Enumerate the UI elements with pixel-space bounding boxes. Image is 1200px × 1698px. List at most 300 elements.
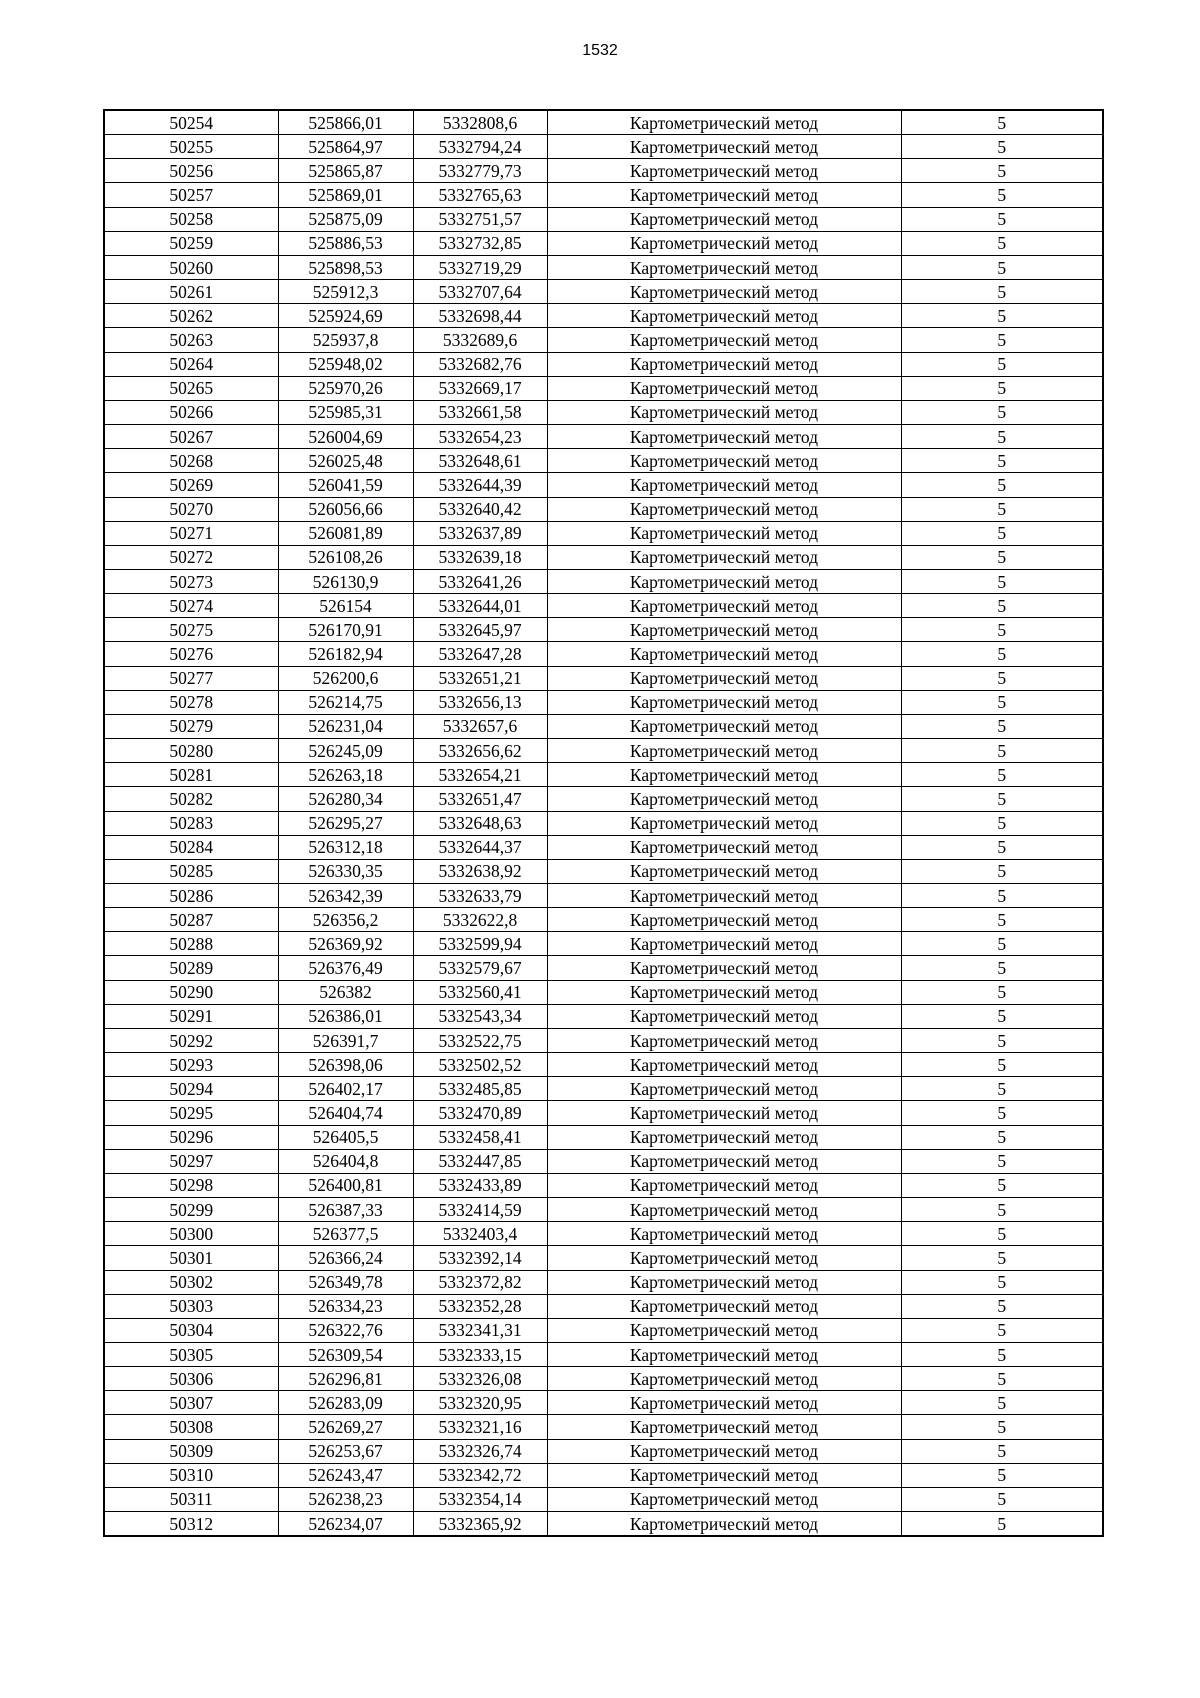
- accuracy-cell: 5: [901, 135, 1103, 159]
- table-row: [104, 932, 1103, 956]
- table-row: [104, 255, 1103, 279]
- point-number-cell: 50312: [104, 1512, 278, 1537]
- x-coordinate-cell: 526295,27: [278, 811, 413, 835]
- method-cell: Картометрический метод: [547, 1004, 901, 1028]
- x-coordinate-cell: 526334,23: [278, 1294, 413, 1318]
- method-cell: Картометрический метод: [547, 425, 901, 449]
- x-coordinate-cell: 526238,23: [278, 1487, 413, 1511]
- table-row: [104, 521, 1103, 545]
- table-row: [104, 1463, 1103, 1487]
- point-number-cell: 50288: [104, 932, 278, 956]
- method-cell: Картометрический метод: [547, 1415, 901, 1439]
- accuracy-cell: 5: [901, 280, 1103, 304]
- accuracy-cell: 5: [901, 1512, 1103, 1537]
- method-cell: Картометрический метод: [547, 159, 901, 183]
- method-cell: Картометрический метод: [547, 1173, 901, 1197]
- point-number-cell: 50309: [104, 1439, 278, 1463]
- method-cell: Картометрический метод: [547, 400, 901, 424]
- method-cell: Картометрический метод: [547, 280, 901, 304]
- point-number-cell: 50300: [104, 1222, 278, 1246]
- table-row: [104, 1246, 1103, 1270]
- x-coordinate-cell: 526041,59: [278, 473, 413, 497]
- x-coordinate-cell: 525875,09: [278, 207, 413, 231]
- point-number-cell: 50293: [104, 1053, 278, 1077]
- y-coordinate-cell: 5332751,57: [413, 207, 547, 231]
- y-coordinate-cell: 5332392,14: [413, 1246, 547, 1270]
- y-coordinate-cell: 5332698,44: [413, 304, 547, 328]
- table-row: [104, 1439, 1103, 1463]
- point-number-cell: 50264: [104, 352, 278, 376]
- table-row: [104, 497, 1103, 521]
- x-coordinate-cell: 526200,6: [278, 666, 413, 690]
- table-row: [104, 811, 1103, 835]
- x-coordinate-cell: 526130,9: [278, 569, 413, 593]
- point-number-cell: 50281: [104, 763, 278, 787]
- x-coordinate-cell: 526404,74: [278, 1101, 413, 1125]
- x-coordinate-cell: 525937,8: [278, 328, 413, 352]
- y-coordinate-cell: 5332522,75: [413, 1028, 547, 1052]
- table-row: [104, 110, 1103, 135]
- y-coordinate-cell: 5332707,64: [413, 280, 547, 304]
- table-row: [104, 1294, 1103, 1318]
- y-coordinate-cell: 5332779,73: [413, 159, 547, 183]
- point-number-cell: 50276: [104, 642, 278, 666]
- y-coordinate-cell: 5332458,41: [413, 1125, 547, 1149]
- point-number-cell: 50275: [104, 618, 278, 642]
- point-number-cell: 50271: [104, 521, 278, 545]
- point-number-cell: 50303: [104, 1294, 278, 1318]
- point-number-cell: 50282: [104, 787, 278, 811]
- point-number-cell: 50295: [104, 1101, 278, 1125]
- method-cell: Картометрический метод: [547, 1512, 901, 1537]
- point-number-cell: 50284: [104, 835, 278, 859]
- method-cell: Картометрический метод: [547, 811, 901, 835]
- point-number-cell: 50274: [104, 594, 278, 618]
- table-row: [104, 183, 1103, 207]
- method-cell: Картометрический метод: [547, 1222, 901, 1246]
- accuracy-cell: 5: [901, 763, 1103, 787]
- method-cell: Картометрический метод: [547, 135, 901, 159]
- y-coordinate-cell: 5332414,59: [413, 1198, 547, 1222]
- x-coordinate-cell: 526283,09: [278, 1391, 413, 1415]
- method-cell: Картометрический метод: [547, 787, 901, 811]
- x-coordinate-cell: 526342,39: [278, 884, 413, 908]
- accuracy-cell: 5: [901, 618, 1103, 642]
- method-cell: Картометрический метод: [547, 980, 901, 1004]
- accuracy-cell: 5: [901, 352, 1103, 376]
- method-cell: Картометрический метод: [547, 569, 901, 593]
- y-coordinate-cell: 5332661,58: [413, 400, 547, 424]
- method-cell: Картометрический метод: [547, 328, 901, 352]
- table-row: [104, 1415, 1103, 1439]
- method-cell: Картометрический метод: [547, 1101, 901, 1125]
- x-coordinate-cell: 526231,04: [278, 714, 413, 738]
- y-coordinate-cell: 5332637,89: [413, 521, 547, 545]
- method-cell: Картометрический метод: [547, 1246, 901, 1270]
- accuracy-cell: 5: [901, 255, 1103, 279]
- x-coordinate-cell: 526108,26: [278, 545, 413, 569]
- y-coordinate-cell: 5332333,15: [413, 1342, 547, 1366]
- accuracy-cell: 5: [901, 1053, 1103, 1077]
- accuracy-cell: 5: [901, 1004, 1103, 1028]
- point-number-cell: 50270: [104, 497, 278, 521]
- accuracy-cell: 5: [901, 932, 1103, 956]
- table-row: [104, 328, 1103, 352]
- accuracy-cell: 5: [901, 1173, 1103, 1197]
- point-number-cell: 50266: [104, 400, 278, 424]
- y-coordinate-cell: 5332719,29: [413, 255, 547, 279]
- point-number-cell: 50311: [104, 1487, 278, 1511]
- y-coordinate-cell: 5332682,76: [413, 352, 547, 376]
- method-cell: Картометрический метод: [547, 666, 901, 690]
- table-row: [104, 618, 1103, 642]
- y-coordinate-cell: 5332485,85: [413, 1077, 547, 1101]
- method-cell: Картометрический метод: [547, 618, 901, 642]
- table-row: [104, 1173, 1103, 1197]
- table-row: [104, 1222, 1103, 1246]
- x-coordinate-cell: 525865,87: [278, 159, 413, 183]
- table-row: [104, 135, 1103, 159]
- y-coordinate-cell: 5332794,24: [413, 135, 547, 159]
- y-coordinate-cell: 5332640,42: [413, 497, 547, 521]
- table-row: [104, 739, 1103, 763]
- accuracy-cell: 5: [901, 1246, 1103, 1270]
- accuracy-cell: 5: [901, 183, 1103, 207]
- method-cell: Картометрический метод: [547, 1270, 901, 1294]
- accuracy-cell: 5: [901, 231, 1103, 255]
- x-coordinate-cell: 526081,89: [278, 521, 413, 545]
- accuracy-cell: 5: [901, 666, 1103, 690]
- x-coordinate-cell: 526253,67: [278, 1439, 413, 1463]
- accuracy-cell: 5: [901, 1294, 1103, 1318]
- accuracy-cell: 5: [901, 1028, 1103, 1052]
- accuracy-cell: 5: [901, 1149, 1103, 1173]
- accuracy-cell: 5: [901, 1198, 1103, 1222]
- table-row: [104, 473, 1103, 497]
- x-coordinate-cell: 526234,07: [278, 1512, 413, 1537]
- point-number-cell: 50254: [104, 110, 278, 135]
- y-coordinate-cell: 5332622,8: [413, 908, 547, 932]
- point-number-cell: 50279: [104, 714, 278, 738]
- point-number-cell: 50304: [104, 1318, 278, 1342]
- y-coordinate-cell: 5332433,89: [413, 1173, 547, 1197]
- accuracy-cell: 5: [901, 642, 1103, 666]
- table-row: [104, 884, 1103, 908]
- x-coordinate-cell: 526056,66: [278, 497, 413, 521]
- y-coordinate-cell: 5332654,21: [413, 763, 547, 787]
- point-number-cell: 50277: [104, 666, 278, 690]
- table-row: [104, 207, 1103, 231]
- method-cell: Картометрический метод: [547, 1077, 901, 1101]
- point-number-cell: 50299: [104, 1198, 278, 1222]
- table-row: [104, 376, 1103, 400]
- table-row: [104, 714, 1103, 738]
- accuracy-cell: 5: [901, 787, 1103, 811]
- y-coordinate-cell: 5332372,82: [413, 1270, 547, 1294]
- y-coordinate-cell: 5332689,6: [413, 328, 547, 352]
- point-number-cell: 50267: [104, 425, 278, 449]
- point-number-cell: 50308: [104, 1415, 278, 1439]
- table-row: [104, 1270, 1103, 1294]
- y-coordinate-cell: 5332342,72: [413, 1463, 547, 1487]
- x-coordinate-cell: 526245,09: [278, 739, 413, 763]
- point-number-cell: 50307: [104, 1391, 278, 1415]
- accuracy-cell: 5: [901, 956, 1103, 980]
- x-coordinate-cell: 526376,49: [278, 956, 413, 980]
- method-cell: Картометрический метод: [547, 207, 901, 231]
- x-coordinate-cell: 526154: [278, 594, 413, 618]
- method-cell: Картометрический метод: [547, 352, 901, 376]
- accuracy-cell: 5: [901, 1342, 1103, 1366]
- x-coordinate-cell: 525985,31: [278, 400, 413, 424]
- accuracy-cell: 5: [901, 1125, 1103, 1149]
- x-coordinate-cell: 525924,69: [278, 304, 413, 328]
- point-number-cell: 50272: [104, 545, 278, 569]
- x-coordinate-cell: 525869,01: [278, 183, 413, 207]
- accuracy-cell: 5: [901, 908, 1103, 932]
- table-row: [104, 1342, 1103, 1366]
- method-cell: Картометрический метод: [547, 521, 901, 545]
- table-row: [104, 545, 1103, 569]
- x-coordinate-cell: 526400,81: [278, 1173, 413, 1197]
- table-row: [104, 231, 1103, 255]
- y-coordinate-cell: 5332648,63: [413, 811, 547, 835]
- accuracy-cell: 5: [901, 690, 1103, 714]
- y-coordinate-cell: 5332638,92: [413, 859, 547, 883]
- point-number-cell: 50261: [104, 280, 278, 304]
- accuracy-cell: 5: [901, 400, 1103, 424]
- table-row: [104, 1391, 1103, 1415]
- table-row: [104, 1149, 1103, 1173]
- point-number-cell: 50285: [104, 859, 278, 883]
- y-coordinate-cell: 5332639,18: [413, 545, 547, 569]
- table-row: [104, 956, 1103, 980]
- method-cell: Картометрический метод: [547, 739, 901, 763]
- point-number-cell: 50298: [104, 1173, 278, 1197]
- accuracy-cell: 5: [901, 1487, 1103, 1511]
- table-row: [104, 1367, 1103, 1391]
- y-coordinate-cell: 5332647,28: [413, 642, 547, 666]
- y-coordinate-cell: 5332641,26: [413, 569, 547, 593]
- x-coordinate-cell: 526391,7: [278, 1028, 413, 1052]
- x-coordinate-cell: 526369,92: [278, 932, 413, 956]
- method-cell: Картометрический метод: [547, 497, 901, 521]
- x-coordinate-cell: 526366,24: [278, 1246, 413, 1270]
- table-row: [104, 787, 1103, 811]
- table-row: [104, 1028, 1103, 1052]
- point-number-cell: 50269: [104, 473, 278, 497]
- accuracy-cell: 5: [901, 714, 1103, 738]
- table-row: [104, 352, 1103, 376]
- y-coordinate-cell: 5332732,85: [413, 231, 547, 255]
- accuracy-cell: 5: [901, 497, 1103, 521]
- table-row: [104, 280, 1103, 304]
- method-cell: Картометрический метод: [547, 304, 901, 328]
- x-coordinate-cell: 526025,48: [278, 449, 413, 473]
- point-number-cell: 50297: [104, 1149, 278, 1173]
- accuracy-cell: 5: [901, 110, 1103, 135]
- table-row: [104, 1318, 1103, 1342]
- x-coordinate-cell: 526386,01: [278, 1004, 413, 1028]
- accuracy-cell: 5: [901, 521, 1103, 545]
- accuracy-cell: 5: [901, 980, 1103, 1004]
- y-coordinate-cell: 5332326,08: [413, 1367, 547, 1391]
- y-coordinate-cell: 5332656,62: [413, 739, 547, 763]
- accuracy-cell: 5: [901, 473, 1103, 497]
- table-row: [104, 425, 1103, 449]
- x-coordinate-cell: 526170,91: [278, 618, 413, 642]
- method-cell: Картометрический метод: [547, 1439, 901, 1463]
- y-coordinate-cell: 5332644,37: [413, 835, 547, 859]
- accuracy-cell: 5: [901, 449, 1103, 473]
- method-cell: Картометрический метод: [547, 859, 901, 883]
- accuracy-cell: 5: [901, 884, 1103, 908]
- point-number-cell: 50291: [104, 1004, 278, 1028]
- method-cell: Картометрический метод: [547, 545, 901, 569]
- x-coordinate-cell: 526296,81: [278, 1367, 413, 1391]
- point-number-cell: 50268: [104, 449, 278, 473]
- method-cell: Картометрический метод: [547, 1342, 901, 1366]
- y-coordinate-cell: 5332321,16: [413, 1415, 547, 1439]
- x-coordinate-cell: 526330,35: [278, 859, 413, 883]
- accuracy-cell: 5: [901, 1367, 1103, 1391]
- x-coordinate-cell: 525912,3: [278, 280, 413, 304]
- y-coordinate-cell: 5332447,85: [413, 1149, 547, 1173]
- point-number-cell: 50290: [104, 980, 278, 1004]
- y-coordinate-cell: 5332354,14: [413, 1487, 547, 1511]
- x-coordinate-cell: 526269,27: [278, 1415, 413, 1439]
- point-number-cell: 50258: [104, 207, 278, 231]
- accuracy-cell: 5: [901, 1318, 1103, 1342]
- point-number-cell: 50310: [104, 1463, 278, 1487]
- accuracy-cell: 5: [901, 1439, 1103, 1463]
- y-coordinate-cell: 5332656,13: [413, 690, 547, 714]
- y-coordinate-cell: 5332633,79: [413, 884, 547, 908]
- x-coordinate-cell: 526309,54: [278, 1342, 413, 1366]
- point-number-cell: 50256: [104, 159, 278, 183]
- x-coordinate-cell: 526349,78: [278, 1270, 413, 1294]
- x-coordinate-cell: 526405,5: [278, 1125, 413, 1149]
- table-row: [104, 859, 1103, 883]
- coordinates-table: [103, 109, 1104, 1537]
- y-coordinate-cell: 5332326,74: [413, 1439, 547, 1463]
- x-coordinate-cell: 526322,76: [278, 1318, 413, 1342]
- x-coordinate-cell: 526398,06: [278, 1053, 413, 1077]
- table-row: [104, 1198, 1103, 1222]
- y-coordinate-cell: 5332543,34: [413, 1004, 547, 1028]
- y-coordinate-cell: 5332645,97: [413, 618, 547, 642]
- table-row: [104, 1004, 1103, 1028]
- y-coordinate-cell: 5332669,17: [413, 376, 547, 400]
- y-coordinate-cell: 5332502,52: [413, 1053, 547, 1077]
- point-number-cell: 50259: [104, 231, 278, 255]
- y-coordinate-cell: 5332470,89: [413, 1101, 547, 1125]
- accuracy-cell: 5: [901, 1101, 1103, 1125]
- point-number-cell: 50255: [104, 135, 278, 159]
- accuracy-cell: 5: [901, 159, 1103, 183]
- point-number-cell: 50294: [104, 1077, 278, 1101]
- y-coordinate-cell: 5332808,6: [413, 110, 547, 135]
- point-number-cell: 50305: [104, 1342, 278, 1366]
- y-coordinate-cell: 5332403,4: [413, 1222, 547, 1246]
- method-cell: Картометрический метод: [547, 1463, 901, 1487]
- accuracy-cell: 5: [901, 835, 1103, 859]
- accuracy-cell: 5: [901, 304, 1103, 328]
- x-coordinate-cell: 526312,18: [278, 835, 413, 859]
- x-coordinate-cell: 526004,69: [278, 425, 413, 449]
- point-number-cell: 50257: [104, 183, 278, 207]
- x-coordinate-cell: 526387,33: [278, 1198, 413, 1222]
- y-coordinate-cell: 5332352,28: [413, 1294, 547, 1318]
- method-cell: Картометрический метод: [547, 835, 901, 859]
- accuracy-cell: 5: [901, 1415, 1103, 1439]
- method-cell: Картометрический метод: [547, 376, 901, 400]
- table-row: [104, 642, 1103, 666]
- x-coordinate-cell: 526214,75: [278, 690, 413, 714]
- point-number-cell: 50286: [104, 884, 278, 908]
- coordinates-table-body: [104, 110, 1103, 1536]
- table-row: [104, 1487, 1103, 1511]
- x-coordinate-cell: 525970,26: [278, 376, 413, 400]
- y-coordinate-cell: 5332654,23: [413, 425, 547, 449]
- y-coordinate-cell: 5332651,47: [413, 787, 547, 811]
- table-row: [104, 304, 1103, 328]
- y-coordinate-cell: 5332341,31: [413, 1318, 547, 1342]
- point-number-cell: 50287: [104, 908, 278, 932]
- method-cell: Картометрический метод: [547, 884, 901, 908]
- method-cell: Картометрический метод: [547, 1318, 901, 1342]
- method-cell: Картометрический метод: [547, 255, 901, 279]
- x-coordinate-cell: 526382: [278, 980, 413, 1004]
- point-number-cell: 50260: [104, 255, 278, 279]
- method-cell: Картометрический метод: [547, 1125, 901, 1149]
- x-coordinate-cell: 526377,5: [278, 1222, 413, 1246]
- method-cell: Картометрический метод: [547, 1149, 901, 1173]
- method-cell: Картометрический метод: [547, 594, 901, 618]
- point-number-cell: 50292: [104, 1028, 278, 1052]
- point-number-cell: 50289: [104, 956, 278, 980]
- table-row: [104, 159, 1103, 183]
- accuracy-cell: 5: [901, 207, 1103, 231]
- table-row: [104, 666, 1103, 690]
- x-coordinate-cell: 525866,01: [278, 110, 413, 135]
- table-row: [104, 1125, 1103, 1149]
- x-coordinate-cell: 525948,02: [278, 352, 413, 376]
- accuracy-cell: 5: [901, 376, 1103, 400]
- point-number-cell: 50263: [104, 328, 278, 352]
- accuracy-cell: 5: [901, 1270, 1103, 1294]
- y-coordinate-cell: 5332644,39: [413, 473, 547, 497]
- table-row: [104, 400, 1103, 424]
- method-cell: Картометрический метод: [547, 1487, 901, 1511]
- method-cell: Картометрический метод: [547, 183, 901, 207]
- table-row: [104, 835, 1103, 859]
- x-coordinate-cell: 526402,17: [278, 1077, 413, 1101]
- table-row: [104, 569, 1103, 593]
- table-row: [104, 1053, 1103, 1077]
- point-number-cell: 50302: [104, 1270, 278, 1294]
- point-number-cell: 50265: [104, 376, 278, 400]
- method-cell: Картометрический метод: [547, 1367, 901, 1391]
- method-cell: Картометрический метод: [547, 763, 901, 787]
- y-coordinate-cell: 5332320,95: [413, 1391, 547, 1415]
- point-number-cell: 50301: [104, 1246, 278, 1270]
- y-coordinate-cell: 5332648,61: [413, 449, 547, 473]
- y-coordinate-cell: 5332365,92: [413, 1512, 547, 1537]
- x-coordinate-cell: 526356,2: [278, 908, 413, 932]
- accuracy-cell: 5: [901, 545, 1103, 569]
- table-row: [104, 980, 1103, 1004]
